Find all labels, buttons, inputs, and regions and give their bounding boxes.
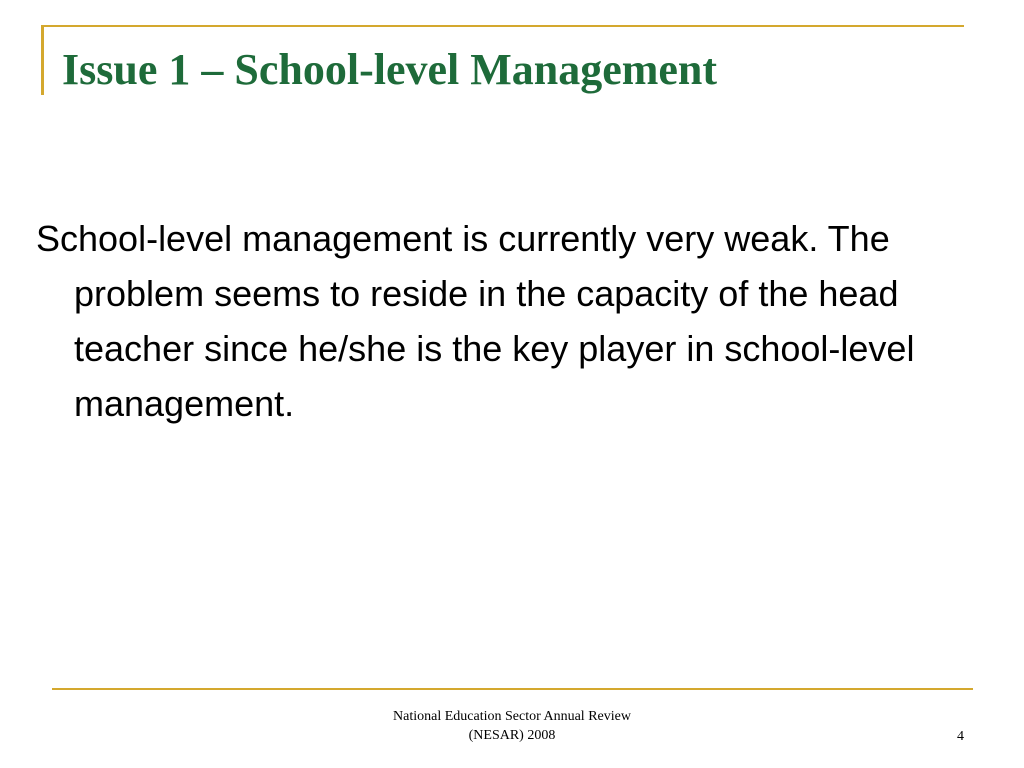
title-accent-vertical-line xyxy=(41,25,44,95)
slide-title: Issue 1 – School-level Management xyxy=(62,45,718,94)
footer-line-2: (NESAR) 2008 xyxy=(468,728,556,743)
title-accent-horizontal-line xyxy=(41,25,964,27)
footer-caption xyxy=(362,707,662,745)
body-paragraph: School-level management is currently very weak. The problem seems to reside in the capacity of the head teacher since he/she is the key player in school-level management. xyxy=(36,218,915,424)
footer-line-1: National Education Sector Annual Review xyxy=(393,709,631,724)
footer-divider xyxy=(52,688,973,690)
page-number: 4 xyxy=(957,729,964,744)
